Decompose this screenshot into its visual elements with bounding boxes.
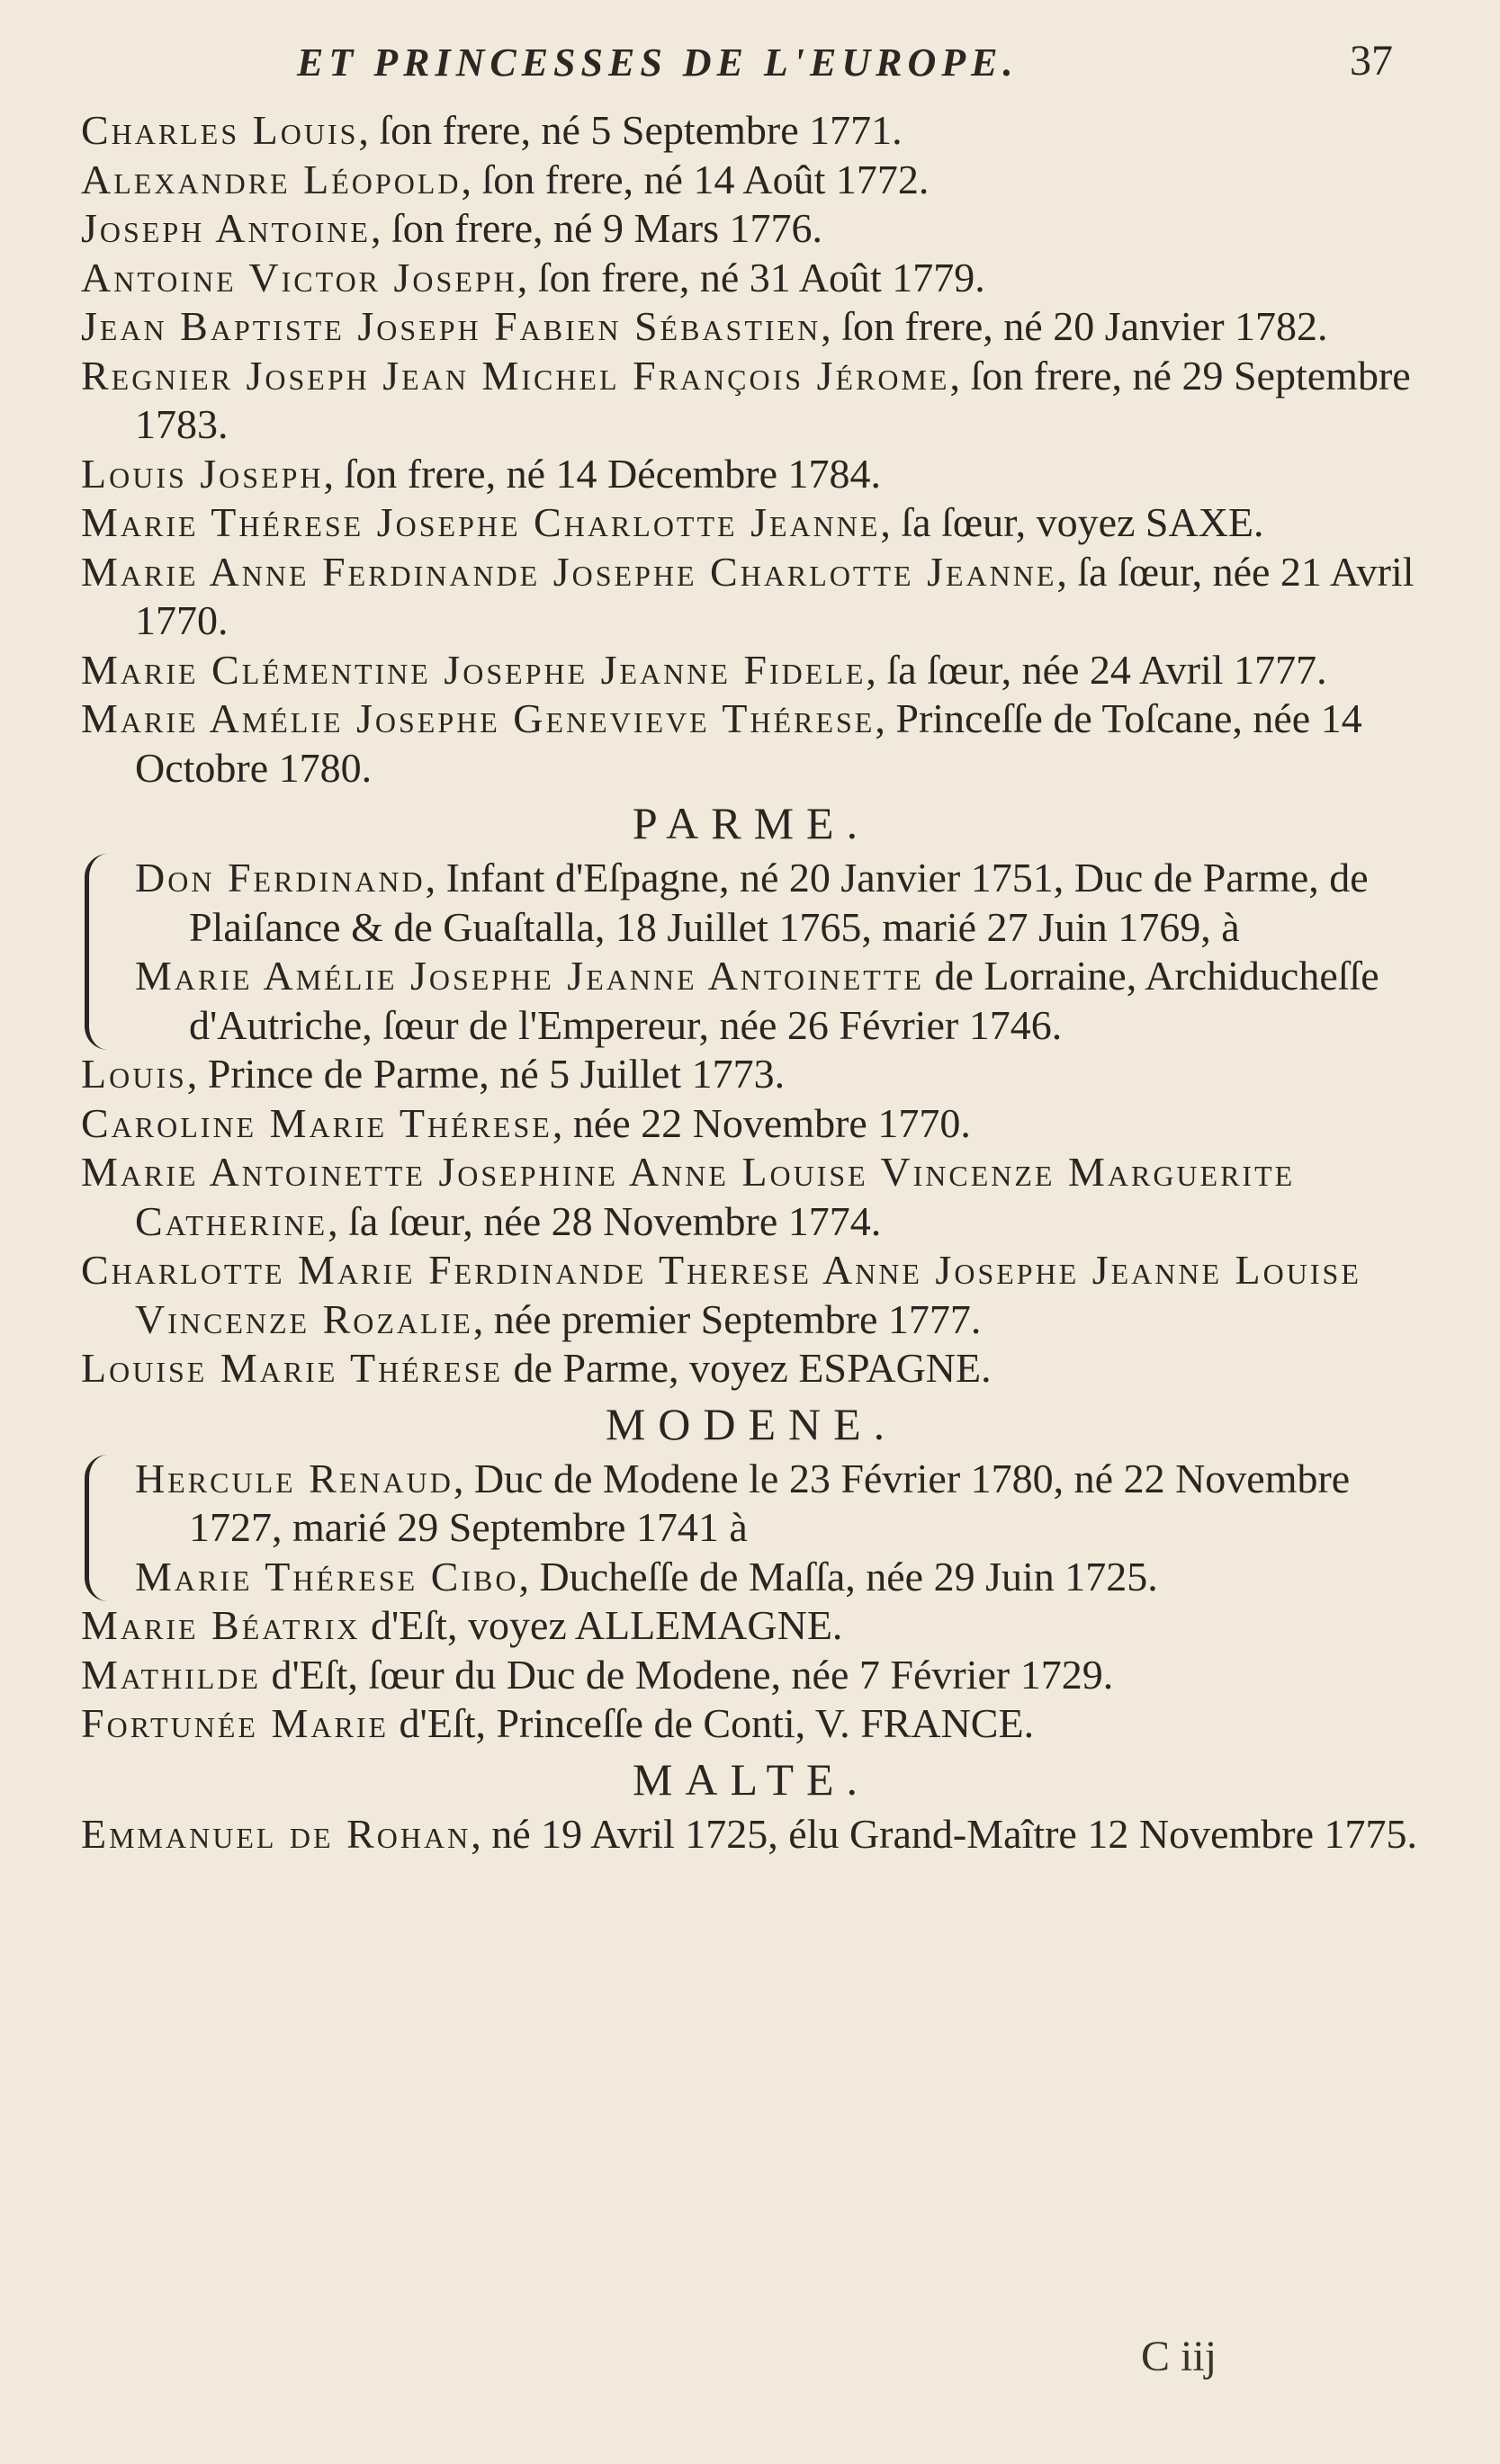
- entry: Charlotte Marie Ferdinande Therese Anne Josephe Jeanne Louise Vincenze Rozalie, née premier Septembre 1777.: [81, 1247, 1361, 1342]
- modene-couple: [81, 1455, 1422, 1602]
- entry: Marie Béatrix d'Eſt, voyez ALLEMAGNE.: [81, 1602, 843, 1648]
- section-title-parme: PARME.: [632, 798, 871, 848]
- section-title-modene: MODENE.: [605, 1398, 898, 1449]
- entry: Alexandre Léopold, ſon frere, né 14 Août 1772.: [81, 156, 930, 202]
- section-title-malte: MALTE.: [632, 1753, 871, 1805]
- entry: Marie Amélie Josephe Genevieve Thérese, Princeſſe de Toſcane, née 14 Octobre 1780.: [81, 695, 1362, 791]
- entry: Marie Clémentine Josephe Jeanne Fidele, ſa ſœur, née 24 Avril 1777.: [81, 646, 1327, 693]
- entry: Louis Joseph, ſon frere, né 14 Décembre 1784.: [81, 450, 882, 497]
- entry: Charles Louis, ſon frere, né 5 Septembre 1771.: [81, 107, 903, 153]
- entry: Regnier Joseph Jean Michel François Jérome, ſon frere, né 29 Septembre 1783.: [81, 352, 1411, 447]
- entry: Hercule Renaud, Duc de Modene le 23 Février 1780, né 22 Novembre 1727, marié 29 Septembre 1741 à: [135, 1455, 1351, 1550]
- brace-icon: [85, 1455, 130, 1602]
- signature-mark: C iij: [1141, 2333, 1217, 2380]
- entry: Marie Anne Ferdinande Josephe Charlotte Jeanne, ſa ſœur, née 21 Avril 1770.: [81, 548, 1415, 643]
- page-number: 37: [1350, 37, 1393, 85]
- brace-icon: [85, 854, 130, 1050]
- top-entries: [81, 106, 1422, 793]
- entry: Marie Amélie Josephe Jeanne Antoinette de Lorraine, Archiducheſſe d'Autriche, ſœur de l'Empereur, née 26 Février 1746.: [135, 953, 1379, 1048]
- entry: Marie Thérese Josephe Charlotte Jeanne, ſa ſœur, voyez SAXE.: [81, 499, 1264, 545]
- entry: Emmanuel de Rohan, né 19 Avril 1725, élu Grand-Maître 12 Novembre 1775.: [81, 1810, 1418, 1857]
- entry: Fortunée Marie d'Eſt, Princeſſe de Conti, V. FRANCE.: [81, 1700, 1035, 1746]
- entry: Louise Marie Thérese de Parme, voyez ESPAGNE.: [81, 1345, 992, 1391]
- entry: Antoine Victor Joseph, ſon frere, né 31 Août 1779.: [81, 254, 985, 300]
- entry: Don Ferdinand, Infant d'Eſpagne, né 20 Janvier 1751, Duc de Parme, de Plaiſance & de Guaſtalla, 18 Juillet 1765, marié 27 Juin 1769, à: [135, 855, 1369, 950]
- entry: Louis, Prince de Parme, né 5 Juillet 1773.: [81, 1051, 786, 1097]
- entry: Marie Thérese Cibo, Ducheſſe de Maſſa, née 29 Juin 1725.: [135, 1553, 1158, 1599]
- entry: Jean Baptiste Joseph Fabien Sébastien, ſon frere, né 20 Janvier 1782.: [81, 303, 1328, 349]
- entry: Mathilde d'Eſt, ſœur du Duc de Modene, née 7 Février 1729.: [81, 1651, 1114, 1698]
- entry: Marie Antoinette Josephine Anne Louise Vincenze Marguerite Catherine, ſa ſœur, née 28 Novembre 1774.: [81, 1149, 1296, 1244]
- running-header: ET PRINCESSES DE L'EUROPE.: [297, 40, 1019, 85]
- parme-couple: [81, 854, 1422, 1050]
- entry: Joseph Antoine, ſon frere, né 9 Mars 1776.: [81, 205, 822, 251]
- entry: Caroline Marie Thérese, née 22 Novembre 1770.: [81, 1099, 971, 1146]
- page-body: [81, 106, 1422, 1859]
